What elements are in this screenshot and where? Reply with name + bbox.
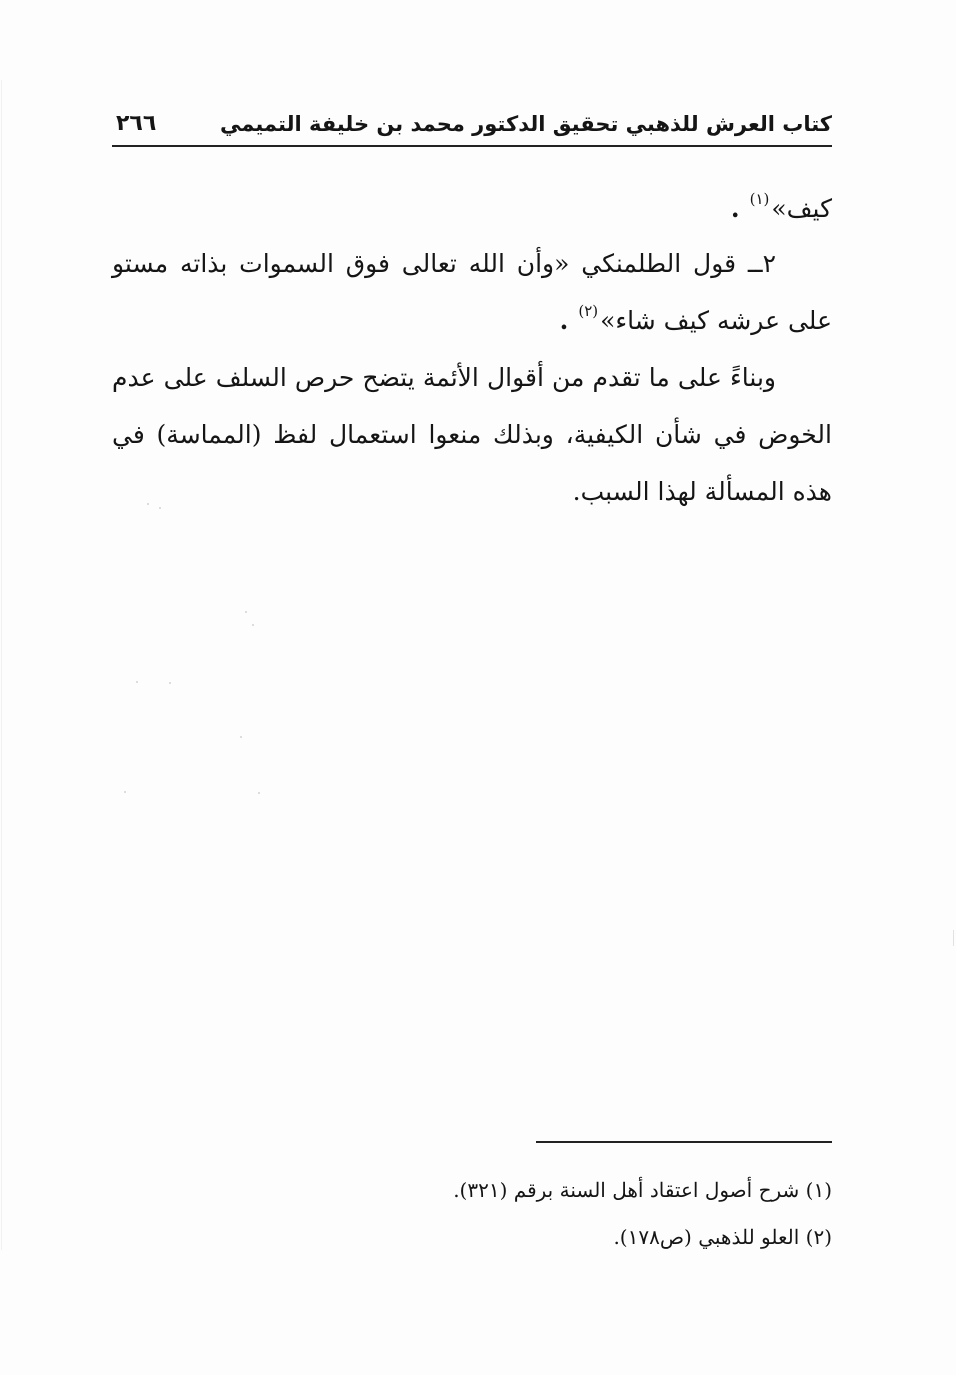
continued-quote-text: كيف»: [771, 194, 832, 223]
continued-quote-line: [112, 180, 832, 237]
main-text: [112, 180, 832, 520]
footnote-reference-1: (١): [749, 190, 770, 208]
numbered-quote-period: .: [559, 306, 569, 335]
scan-speck: [147, 503, 149, 505]
header-rule: [112, 145, 832, 147]
numbered-quote: [112, 235, 832, 349]
footnote-2: (٢) العلو للذهبي (ص١٧٨).: [613, 1225, 832, 1249]
numbered-quote-number: ٢ــ: [747, 249, 776, 278]
scan-speck: [136, 681, 138, 683]
numbered-quote-text: قول الطلمنكي «وأن الله تعالى فوق السموات بذاته مستو على عرشه كيف شاء»: [112, 249, 832, 335]
running-title: كتاب العرش للذهبي تحقيق الدكتور محمد بن خليفة التميمي: [220, 112, 832, 136]
footnote-separator: [536, 1141, 832, 1143]
scan-speck: [159, 507, 161, 509]
footnote-reference-2: (٢): [578, 302, 599, 320]
footnotes: [390, 1167, 832, 1261]
page-number: ٢٦٦: [116, 111, 157, 136]
continued-quote-period: .: [730, 194, 740, 223]
scan-edge-mark: [953, 930, 954, 946]
scan-speck: [252, 624, 254, 626]
scan-speck: [124, 791, 126, 793]
page-header: [112, 96, 832, 136]
scan-speck: [240, 736, 242, 738]
scan-speck: [169, 682, 171, 684]
body-paragraph: وبناءً على ما تقدم من أقوال الأئمة يتضح حرص السلف على عدم الخوض في شأن الكيفية، وبذلك منعوا استعمال لفظ (المماسة) في هذه المسألة لهذا السبب.: [112, 363, 832, 506]
scan-left-edge: [1, 80, 2, 1250]
footnote-1: (١) شرح أصول اعتقاد أهل السنة برقم (٣٢١).: [453, 1178, 832, 1202]
scan-speck: [245, 611, 247, 613]
scan-speck: [258, 792, 260, 794]
